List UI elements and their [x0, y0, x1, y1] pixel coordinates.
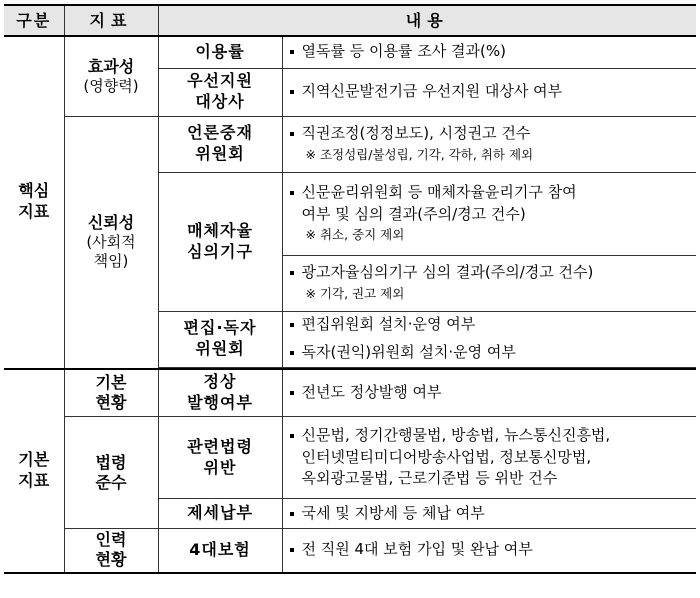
content-cell [282, 116, 696, 172]
content-cell [282, 172, 696, 255]
list-item: 열독률 등 이용률 조사 결과(%) [290, 41, 691, 63]
list-item: 독자(권익)위원회 설치·운영 여부 [290, 342, 691, 364]
metric-tax-payment: 제세납부 [158, 499, 282, 529]
content-cell [282, 339, 696, 367]
table-row [4, 529, 696, 573]
list-item: 편집위원회 설치·운영 여부 [290, 314, 691, 336]
metric-usage-rate: 이용률 [158, 36, 282, 68]
list-item: 신문법, 정기간행물법, 방송법, 뉴스통신진흥법, 인터넷멀티미디어방송사업법, 정보통신망법, 옥외광고물법, 근로기준법 등 위반 건수 [290, 425, 691, 490]
basic-indicator-label: 기본 지표 [4, 369, 64, 573]
list-item: 광고자율심의기구 심의 결과(주의/경고 건수) [290, 262, 691, 284]
content-cell [282, 36, 696, 68]
list-item: 신문윤리위원회 등 매체자율윤리기구 참여 여부 및 심의 결과(주의/경고 건수) [290, 182, 691, 226]
table-row [4, 36, 696, 68]
content-cell [282, 68, 696, 116]
metric-press-arbitration: 언론중재 위원회 [158, 116, 282, 172]
reliability-name: 신뢰성 [87, 213, 135, 233]
table-row [4, 116, 696, 172]
list-item: 전 직원 4대 보험 가입 및 완납 여부 [290, 539, 691, 561]
list-item: 직권조정(정정보도), 시정권고 건수 [290, 123, 691, 145]
content-cell [282, 499, 696, 529]
effectiveness-sub: (영향력) [83, 76, 139, 95]
table-header-row [4, 5, 696, 36]
list-item: 국세 및 지방세 등 체납 여부 [290, 503, 691, 525]
core-indicator-label: 핵심 지표 [4, 36, 64, 369]
list-item: 지역신문발전기금 우선지원 대상사 여부 [290, 81, 691, 103]
workforce-name: 인력 현황 [64, 529, 158, 573]
note-text: ※ 조정성립/불성립, 기각, 각하, 취하 제외 [305, 146, 534, 162]
content-cell [282, 529, 696, 573]
header-category: 구분 [4, 5, 64, 36]
content-cell [282, 417, 696, 499]
header-content: 내용 [158, 5, 696, 36]
metric-normal-publication: 정상 발행여부 [158, 369, 282, 417]
content-cell [282, 369, 696, 417]
metric-self-regulation: 매체자율 심의기구 [158, 172, 282, 311]
law-compliance-name: 법령 준수 [64, 417, 158, 529]
effectiveness-cell [64, 36, 158, 116]
effectiveness-name: 효과성 [87, 56, 135, 76]
metric-editorial-committee: 편집·독자 위원회 [158, 311, 282, 367]
list-item: 전년도 정상발행 여부 [290, 382, 691, 404]
indicator-table [4, 4, 696, 574]
reliability-cell [64, 116, 158, 369]
content-cell [282, 255, 696, 311]
content-cell [282, 311, 696, 339]
note-text: ※ 기각, 권고 제외 [305, 285, 405, 301]
metric-law-violation: 관련법령 위반 [158, 417, 282, 499]
metric-social-insurance: 4대보험 [158, 529, 282, 573]
header-indicator: 지표 [64, 5, 158, 36]
reliability-sub: (사회적 책임) [86, 233, 136, 270]
table-row [4, 369, 696, 417]
table-row [4, 417, 696, 499]
note-text: ※ 취소, 중지 제외 [305, 227, 405, 243]
metric-priority-support: 우선지원 대상사 [158, 68, 282, 116]
basic-status-name: 기본 현황 [64, 369, 158, 417]
